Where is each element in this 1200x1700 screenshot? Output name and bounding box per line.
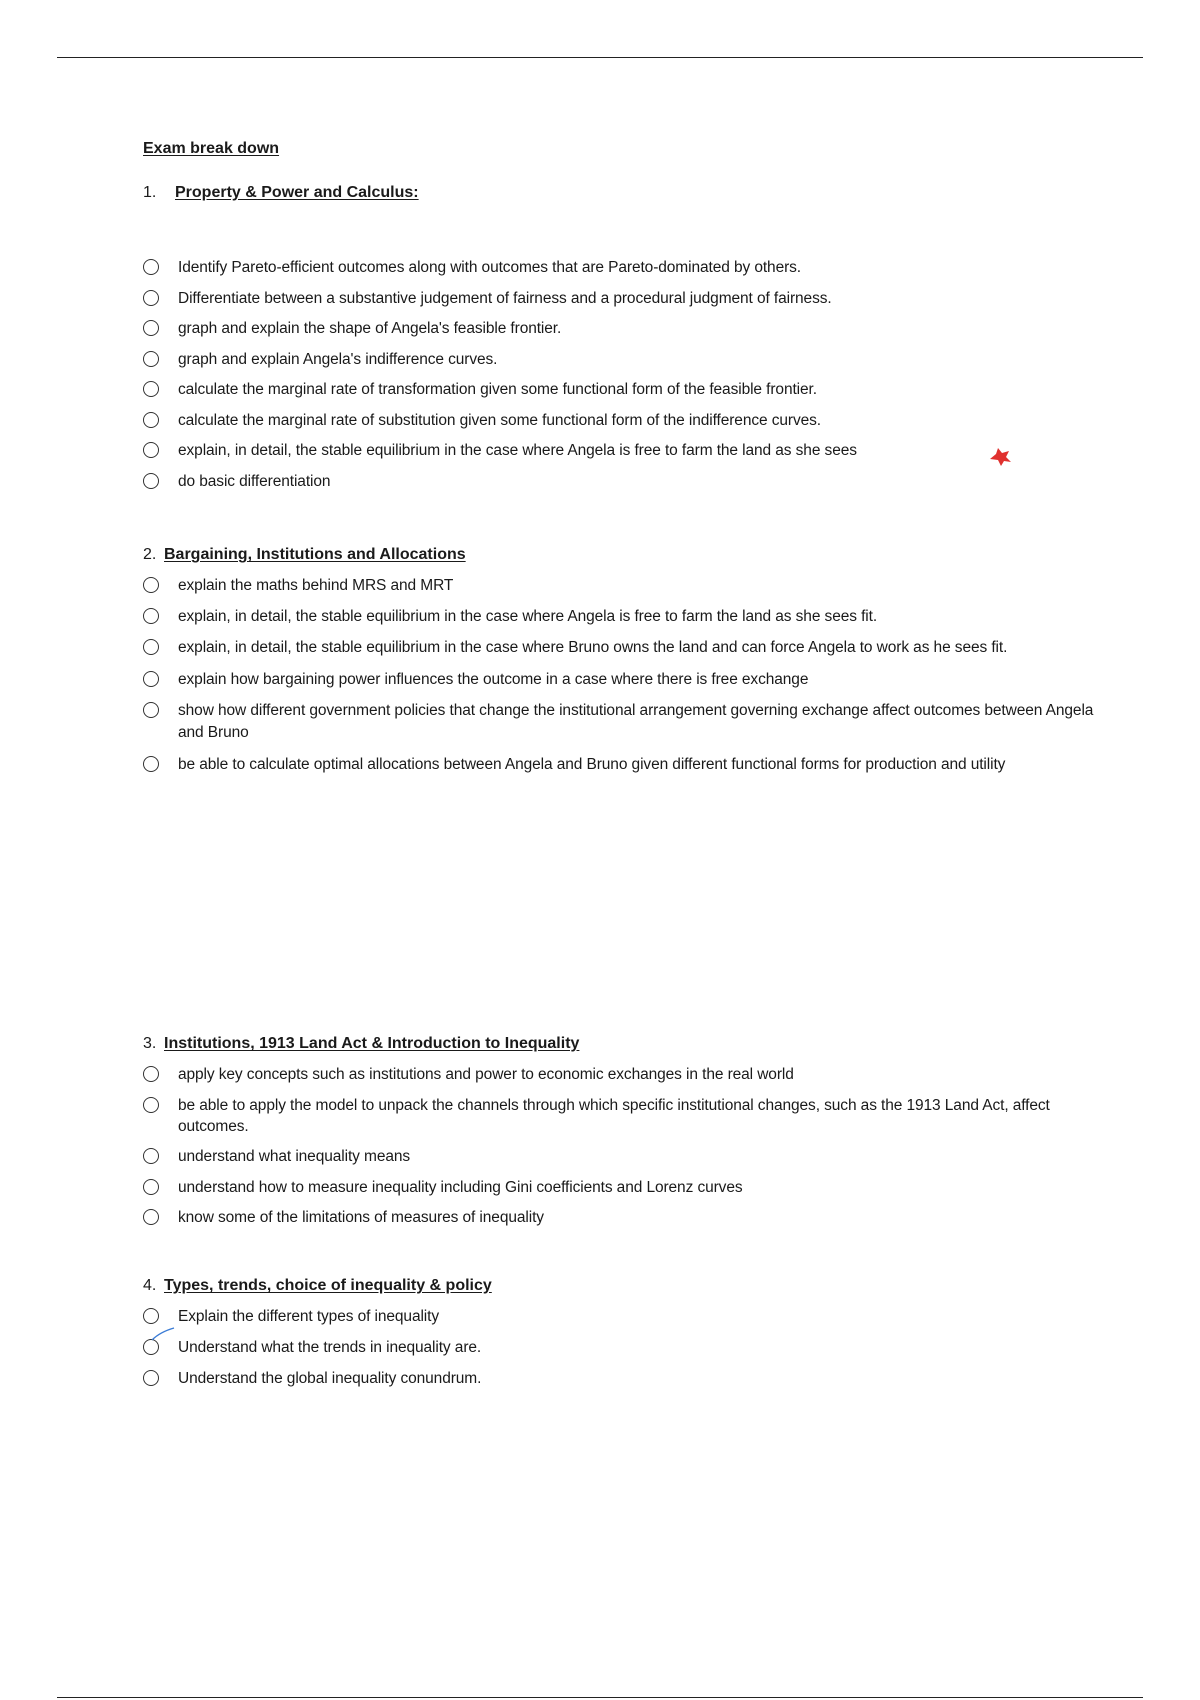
top-rule xyxy=(57,57,1143,58)
radio-circle-icon[interactable] xyxy=(143,442,159,458)
section-1 xyxy=(143,183,1103,501)
checklist-item[interactable]: calculate the marginal rate of substitution given some functional form of the indifference curves. xyxy=(143,410,1103,431)
radio-circle-icon[interactable] xyxy=(143,381,159,397)
radio-circle-icon[interactable] xyxy=(143,412,159,428)
checklist-item[interactable]: explain, in detail, the stable equilibrium in the case where Angela is free to farm the land as she sees xyxy=(143,440,1103,461)
radio-circle-icon[interactable] xyxy=(143,1179,159,1195)
checklist-item[interactable]: Differentiate between a substantive judgement of fairness and a procedural judgment of fairness. xyxy=(143,288,1103,309)
section-2-heading xyxy=(143,545,1103,565)
checklist-item[interactable]: understand how to measure inequality including Gini coefficients and Lorenz curves xyxy=(143,1177,1103,1198)
section-3-number: 3. xyxy=(143,1035,157,1052)
section-2-title: Bargaining, Institutions and Allocations xyxy=(164,546,466,563)
radio-circle-icon[interactable] xyxy=(143,1066,159,1082)
checklist-item[interactable]: calculate the marginal rate of transformation given some functional form of the feasible frontier. xyxy=(143,379,1103,400)
blue-pen-tick-icon xyxy=(150,1326,176,1344)
checklist-item[interactable]: Explain the different types of inequality xyxy=(143,1306,1103,1327)
checklist-item[interactable]: do basic differentiation xyxy=(143,471,1103,492)
section-3-checklist xyxy=(143,1064,1103,1228)
radio-circle-icon[interactable] xyxy=(143,351,159,367)
checklist-item[interactable]: be able to calculate optimal allocations between Angela and Bruno given different functional forms for production and utility xyxy=(143,754,1103,776)
section-3-heading xyxy=(143,1034,1103,1054)
radio-circle-icon[interactable] xyxy=(143,608,159,624)
section-1-number: 1. xyxy=(143,184,157,201)
section-3-title: Institutions, 1913 Land Act & Introduction to Inequality xyxy=(164,1035,580,1052)
checklist-item[interactable]: graph and explain the shape of Angela's feasible frontier. xyxy=(143,318,1103,339)
checklist-item[interactable]: understand what inequality means xyxy=(143,1146,1103,1167)
radio-circle-icon[interactable] xyxy=(143,320,159,336)
section-4-number: 4. xyxy=(143,1277,157,1294)
section-4-checklist xyxy=(143,1306,1103,1389)
checklist-item[interactable]: explain, in detail, the stable equilibrium in the case where Bruno owns the land and can force Angela to work as he sees fit. xyxy=(143,637,1103,659)
radio-circle-icon[interactable] xyxy=(143,1308,159,1324)
radio-circle-icon[interactable] xyxy=(143,671,159,687)
radio-circle-icon[interactable] xyxy=(143,756,159,772)
section-1-heading xyxy=(143,183,1103,203)
radio-circle-icon[interactable] xyxy=(143,1097,159,1113)
checklist-item[interactable]: explain how bargaining power influences the outcome in a case where there is free exchange xyxy=(143,669,1103,690)
section-4-heading xyxy=(143,1276,1103,1296)
section-1-checklist xyxy=(143,257,1103,492)
section-2-number: 2. xyxy=(143,546,157,563)
radio-circle-icon[interactable] xyxy=(143,1148,159,1164)
radio-circle-icon[interactable] xyxy=(143,1370,159,1386)
radio-circle-icon[interactable] xyxy=(143,702,159,718)
checklist-item[interactable]: Identify Pareto-efficient outcomes along with outcomes that are Pareto-dominated by others. xyxy=(143,257,1103,278)
bottom-rule xyxy=(57,1697,1143,1698)
section-2 xyxy=(143,545,1103,786)
section-4-title: Types, trends, choice of inequality & policy xyxy=(164,1277,492,1294)
checklist-item[interactable]: be able to apply the model to unpack the channels through which specific institutional changes, such as the 1913 Land Act, affect outcomes. xyxy=(143,1095,1103,1137)
section-1-title: Property & Power and Calculus: xyxy=(175,184,419,201)
checklist-item[interactable]: Understand the global inequality conundrum. xyxy=(143,1368,1103,1389)
section-3 xyxy=(143,1034,1103,1238)
checklist-item[interactable]: Understand what the trends in inequality are. xyxy=(143,1337,1103,1358)
checklist-item[interactable]: know some of the limitations of measures of inequality xyxy=(143,1207,1103,1228)
section-4 xyxy=(143,1276,1103,1399)
checklist-item[interactable]: graph and explain Angela's indifference curves. xyxy=(143,349,1103,370)
checklist-item[interactable]: explain the maths behind MRS and MRT xyxy=(143,575,1103,596)
radio-circle-icon[interactable] xyxy=(143,577,159,593)
radio-circle-icon[interactable] xyxy=(143,259,159,275)
section-2-checklist xyxy=(143,575,1103,776)
checklist-item[interactable]: explain, in detail, the stable equilibrium in the case where Angela is free to farm the land as she sees fit. xyxy=(143,606,1103,627)
radio-circle-icon[interactable] xyxy=(143,473,159,489)
radio-circle-icon[interactable] xyxy=(143,290,159,306)
radio-circle-icon[interactable] xyxy=(143,1209,159,1225)
red-ink-mark-icon xyxy=(987,446,1013,468)
checklist-item[interactable]: apply key concepts such as institutions and power to economic exchanges in the real world xyxy=(143,1064,1103,1085)
radio-circle-icon[interactable] xyxy=(143,639,159,655)
checklist-item[interactable]: show how different government policies that change the institutional arrangement governing exchange affect outcomes between Angela and Bruno xyxy=(143,700,1103,744)
document-title: Exam break down xyxy=(143,140,280,157)
